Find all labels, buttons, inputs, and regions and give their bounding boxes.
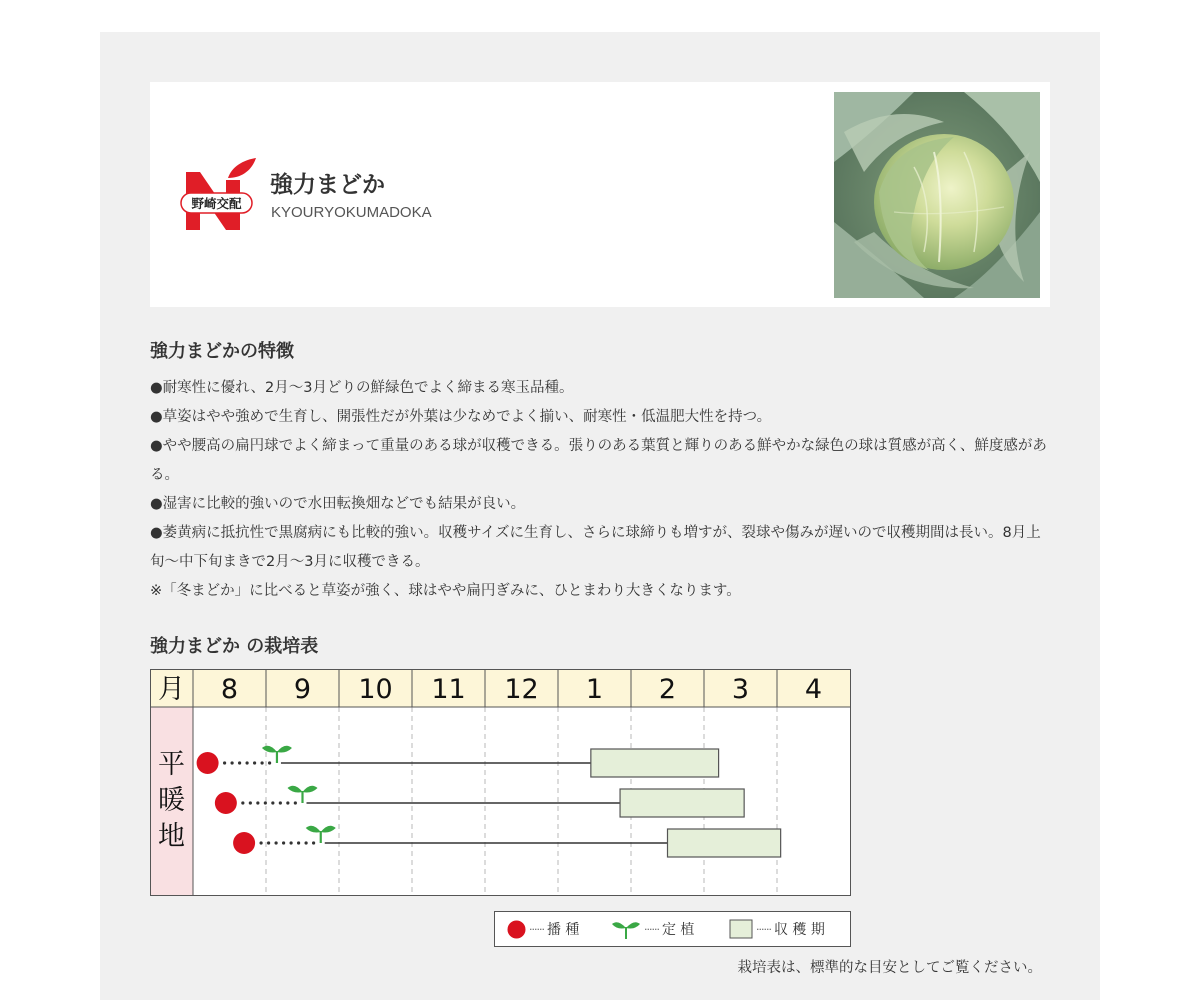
feature-item: ●湿害に比較的強いので水田転換畑などでも結果が良い。: [150, 496, 526, 512]
month-label-10: 10: [358, 674, 393, 705]
feature-note: ※「冬まどか」に比べると草姿が強く、球はやや扁円ぎみに、ひとまわり大きくなります。: [150, 583, 741, 599]
month-label-8: 8: [220, 674, 239, 705]
region-label-char: 地: [158, 821, 185, 852]
month-header-label: 月: [158, 674, 185, 705]
sowing-dot-trail: [253, 761, 256, 764]
sowing-dot-icon: [507, 920, 526, 939]
harvest-box-icon: [729, 919, 753, 939]
schedule-note: 栽培表は、標準的な目安としてご覧ください。: [737, 960, 1042, 976]
features-list: [150, 374, 1050, 606]
legend-transplant-label: 定 植: [661, 922, 695, 938]
sowing-dot-trail: [238, 761, 241, 764]
region-label-char: 暖: [158, 785, 185, 816]
sowing-dot-trail: [286, 801, 289, 804]
month-label-11: 11: [431, 674, 466, 705]
legend-sowing: ······ 播 種: [507, 912, 579, 946]
harvest-period-box: [620, 789, 744, 817]
cultivation-schedule-chart: [150, 669, 851, 896]
sowing-marker: [233, 832, 255, 854]
sowing-dot-trail: [241, 801, 244, 804]
sowing-dot-trail: [231, 761, 234, 764]
month-label-2: 2: [658, 674, 677, 705]
sowing-dot-trail: [305, 841, 308, 844]
region-label-char: 平: [158, 749, 185, 780]
legend-harvest: ······ 収 穫 期: [729, 912, 825, 946]
month-label-4: 4: [804, 674, 823, 705]
legend-transplant: ······ 定 植: [611, 912, 694, 946]
sowing-dot-trail: [246, 761, 249, 764]
feature-item: ●やや腰高の扁円球でよく締まって重量のある球が収穫できる。張りのある葉質と輝りのある鮮やかな緑色の球は質感が高く、鮮度感がある。: [150, 438, 1047, 483]
month-label-1: 1: [585, 674, 604, 705]
variety-name: 強力まどか: [270, 172, 385, 198]
sowing-dot-trail: [249, 801, 252, 804]
harvest-period-box: [591, 749, 719, 777]
sowing-dot-trail: [256, 801, 259, 804]
logo-text: 野崎交配: [191, 196, 242, 211]
month-label-9: 9: [293, 674, 312, 705]
features-title: 強力まどかの特徴: [150, 341, 294, 362]
sowing-dot-trail: [275, 841, 278, 844]
sowing-dot-trail: [271, 801, 274, 804]
month-label-12: 12: [504, 674, 539, 705]
cabbage-photo: [834, 92, 1040, 298]
sowing-dot-trail: [223, 761, 226, 764]
sowing-dot-trail: [312, 841, 315, 844]
harvest-period-box: [668, 829, 781, 857]
sowing-dot-trail: [268, 761, 271, 764]
sowing-dot-trail: [267, 841, 270, 844]
sowing-dot-trail: [282, 841, 285, 844]
sowing-dot-trail: [297, 841, 300, 844]
sowing-dot-trail: [261, 761, 264, 764]
month-label-3: 3: [731, 674, 750, 705]
feature-item: ●萎黄病に抵抗性で黒腐病にも比較的強い。収穫サイズに生育し、さらに球締りも増すが、裂球や傷みが遅いので収穫期間は長い。8月上旬〜中下旬まきで2月〜3月に収穫できる。: [150, 525, 1041, 570]
sowing-dot-trail: [264, 801, 267, 804]
sowing-dot-trail: [294, 801, 297, 804]
legend-sowing-label: 播 種: [546, 922, 580, 938]
feature-item: ●草姿はやや強めで生育し、開張性だが外葉は少なめでよく揃い、耐寒性・低温肥大性を持つ。: [150, 409, 772, 425]
feature-item: ●耐寒性に優れ、2月〜3月どりの鮮緑色でよく締まる寒玉品種。: [150, 380, 574, 396]
schedule-legend: [494, 911, 851, 947]
sowing-dot-trail: [260, 841, 263, 844]
legend-harvest-label: 収 穫 期: [773, 922, 825, 938]
sowing-marker: [215, 792, 237, 814]
sowing-dot-trail: [279, 801, 282, 804]
sowing-dot-trail: [290, 841, 293, 844]
sowing-marker: [197, 752, 219, 774]
seedling-icon: [611, 918, 641, 940]
variety-romanized: KYOURYOKUMADOKA: [271, 204, 432, 221]
schedule-title: 強力まどか の栽培表: [150, 636, 319, 657]
nozaki-logo: [180, 158, 258, 234]
